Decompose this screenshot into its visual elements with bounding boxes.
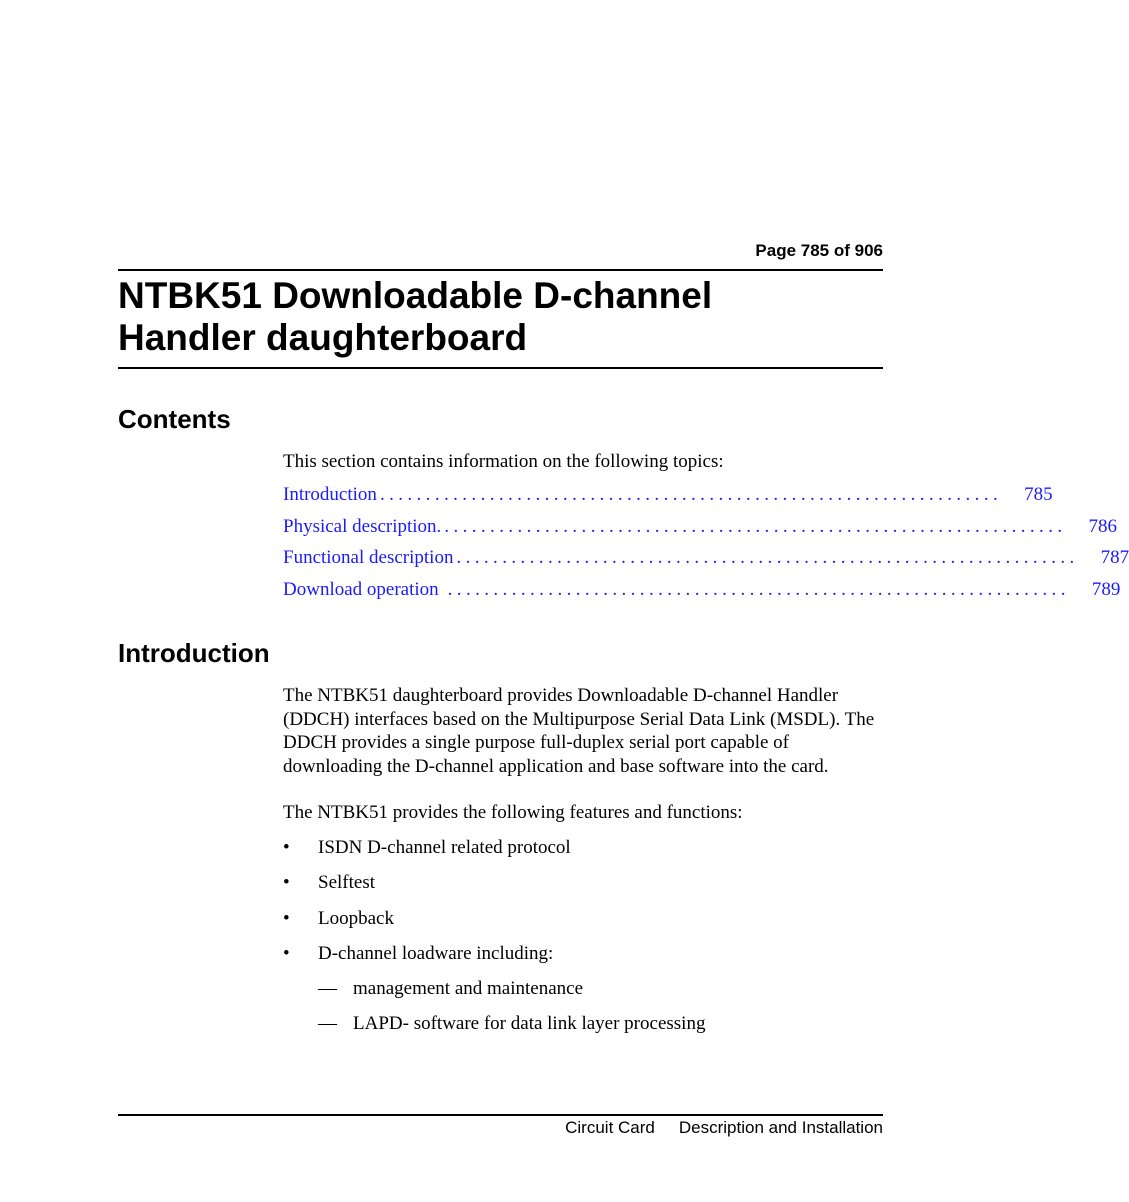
introduction-paragraph-2: The NTBK51 provides the following features and functions: bbox=[283, 802, 743, 823]
introduction-paragraph-1: The NTBK51 daughterboard provides Downloadable D-channel Handler (DDCH) interfaces based on the Multipurpose Serial Data Link (MSDL). The DDCH provides a single purpose full-duplex serial port capable of downloading the D-channel application and base software into the card. bbox=[283, 685, 875, 777]
title-line-1: NTBK51 Downloadable D-channel bbox=[118, 275, 713, 316]
header-rule bbox=[118, 269, 883, 271]
toc-label: Download operation bbox=[283, 579, 439, 601]
page-title bbox=[118, 275, 883, 359]
toc-entry-introduction[interactable] bbox=[283, 484, 1053, 516]
toc-leader-dots: .................................................................... bbox=[379, 484, 1003, 505]
list-item-text: Loopback bbox=[318, 907, 394, 929]
toc-page-number: 789 bbox=[1091, 579, 1121, 601]
bullet-icon: • bbox=[283, 907, 290, 929]
toc-page-number: 785 bbox=[1024, 484, 1053, 505]
toc-leader-dots: .................................................................... bbox=[456, 547, 1079, 569]
sub-list-item-text: management and maintenance bbox=[353, 978, 584, 1000]
toc-entry-physical-description[interactable] bbox=[283, 515, 1118, 548]
toc-leader-dots: .................................................................... bbox=[444, 515, 1067, 537]
feature-list bbox=[283, 837, 883, 1049]
list-item bbox=[283, 837, 883, 872]
dash-icon: — bbox=[318, 1013, 337, 1035]
list-item bbox=[283, 872, 883, 907]
sub-list-item bbox=[283, 1013, 883, 1048]
list-item-text: ISDN D-channel related protocol bbox=[318, 837, 571, 858]
list-item bbox=[283, 908, 883, 943]
contents-heading: Contents bbox=[118, 404, 231, 434]
page-number: Page 785 of 906 bbox=[755, 241, 883, 260]
toc-label: Introduction bbox=[283, 484, 377, 505]
toc-entry-functional-description[interactable] bbox=[283, 547, 1129, 579]
sub-list-item-text: LAPD- software for data link layer processing bbox=[353, 1013, 706, 1035]
bullet-icon: • bbox=[283, 837, 290, 858]
contents-intro: This section contains information on the following topics: bbox=[283, 451, 724, 472]
introduction-heading: Introduction bbox=[118, 638, 270, 668]
table-of-contents bbox=[283, 484, 1129, 611]
bullet-icon: • bbox=[283, 942, 290, 964]
bullet-icon: • bbox=[283, 872, 290, 894]
list-item-text: D-channel loadware including: bbox=[318, 942, 554, 964]
dash-icon: — bbox=[318, 978, 337, 1000]
footer-left: Circuit Card bbox=[565, 1118, 655, 1137]
footer-right: Description and Installation bbox=[678, 1118, 883, 1137]
list-item bbox=[283, 943, 883, 978]
footer bbox=[565, 1118, 883, 1138]
sub-list-item bbox=[283, 978, 883, 1013]
toc-entry-download-operation[interactable] bbox=[283, 579, 1121, 611]
toc-leader-dots: .................................................................... bbox=[447, 579, 1070, 601]
list-item-text: Selftest bbox=[318, 872, 375, 894]
toc-page-number: 787 bbox=[1100, 547, 1129, 569]
title-line-2: Handler daughterboard bbox=[118, 317, 528, 358]
title-rule bbox=[118, 367, 883, 369]
toc-page-number: 786 bbox=[1088, 515, 1118, 537]
footer-rule bbox=[118, 1114, 883, 1116]
toc-label: Physical description. bbox=[283, 515, 442, 537]
toc-label: Functional description bbox=[283, 547, 454, 569]
